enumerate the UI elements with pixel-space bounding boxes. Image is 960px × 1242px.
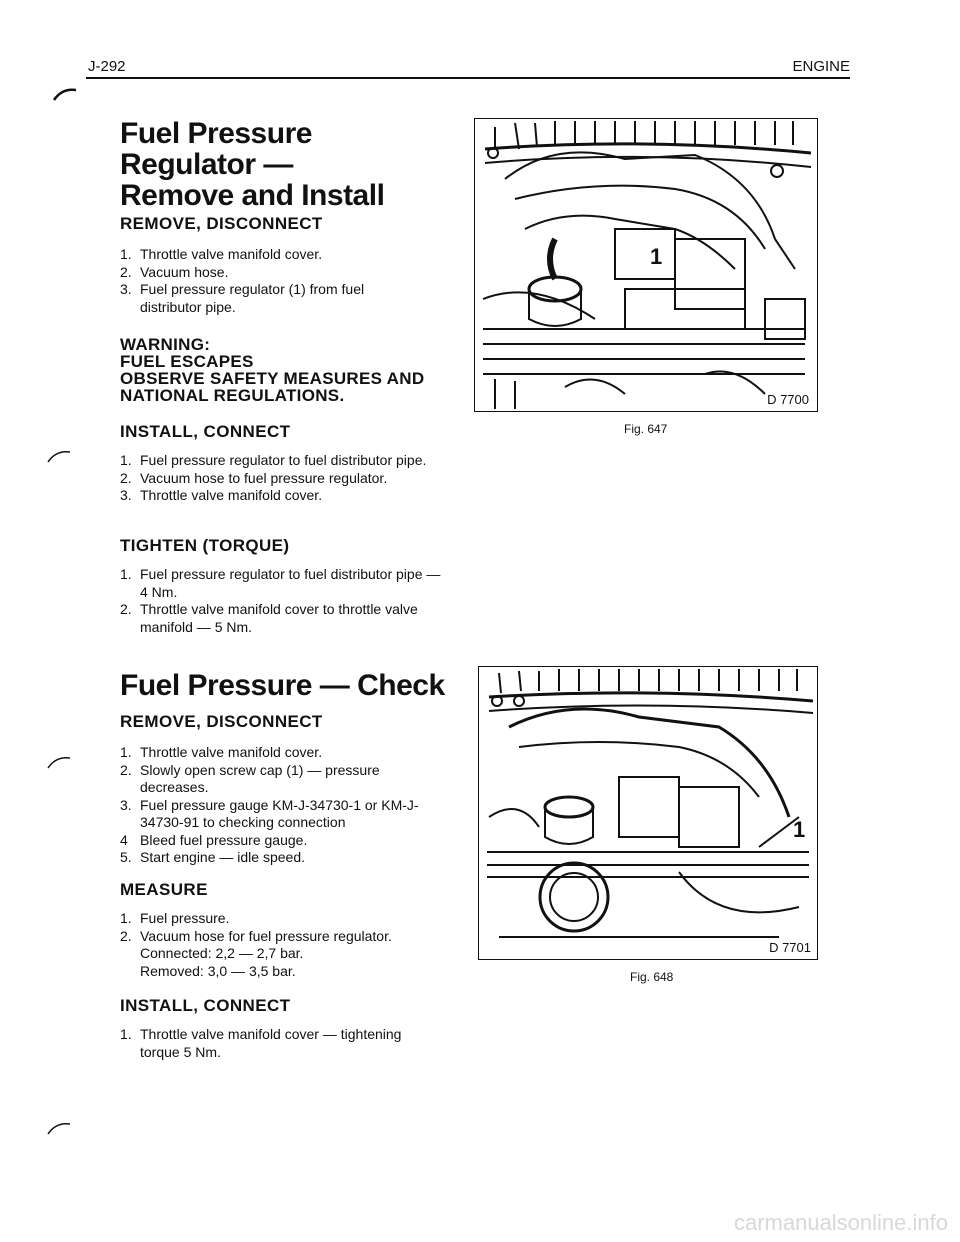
figure-647 — [474, 118, 818, 412]
engine-illustration — [479, 667, 817, 959]
figure-code: D 7701 — [769, 940, 811, 955]
figure-callout: 1 — [793, 817, 806, 842]
warning-line: OBSERVE SAFETY MEASURES AND — [120, 369, 425, 388]
remove-steps — [120, 246, 450, 316]
measure-steps — [120, 910, 450, 980]
list-item: 1. Throttle valve manifold cover. — [120, 744, 323, 760]
list-item: 1. Fuel pressure regulator to fuel distributor pipe. — [120, 452, 427, 468]
list-item: 3. Fuel pressure gauge KM-J-34730-1 or KM-J-34730-91 to checking connection — [120, 796, 419, 830]
header-rule — [86, 77, 850, 79]
warning-line: NATIONAL REGULATIONS. — [120, 386, 345, 405]
figure-648 — [478, 666, 818, 960]
engine-illustration — [475, 119, 817, 411]
warning-block — [120, 336, 450, 404]
list-item: 2. Throttle valve manifold cover to throttle valve manifold — 5 Nm. — [120, 601, 418, 635]
section-regulator — [120, 118, 450, 211]
tighten-steps — [120, 566, 450, 636]
measure-heading: MEASURE — [120, 880, 208, 899]
title-line: Remove and Install — [120, 179, 385, 212]
list-item: 2. Vacuum hose. — [120, 263, 229, 280]
margin-mark — [50, 84, 80, 104]
list-item: 2. Vacuum hose to fuel pressure regulator. — [120, 469, 388, 486]
list-item: 2. Vacuum hose for fuel pressure regulator. — [120, 927, 392, 944]
check-install-steps — [120, 1026, 450, 1061]
title-line: Regulator — — [120, 148, 293, 181]
title-line: Fuel Pressure — [120, 117, 312, 150]
list-item: 3. Throttle valve manifold cover. — [120, 487, 323, 503]
figure-caption: Fig. 647 — [624, 422, 668, 436]
check-remove-steps — [120, 744, 450, 867]
list-item: 1. Fuel pressure. — [120, 910, 230, 926]
measure-value: Connected: 2,2 — 2,7 bar. — [140, 945, 304, 961]
list-item: 1. Throttle valve manifold cover. — [120, 246, 323, 262]
margin-mark — [44, 1118, 74, 1138]
install-heading: INSTALL, CONNECT — [120, 422, 291, 441]
list-item: 5. Start engine — idle speed. — [120, 849, 305, 865]
warning-line: WARNING: — [120, 335, 211, 354]
remove-heading: REMOVE, DISCONNECT — [120, 712, 323, 731]
page-number: J-292 — [88, 58, 126, 75]
section-name: ENGINE — [792, 58, 850, 75]
section-title: Fuel Pressure — Check — [120, 669, 445, 702]
measure-value: Removed: 3,0 — 3,5 bar. — [140, 962, 296, 979]
margin-mark — [44, 446, 74, 466]
tighten-heading: TIGHTEN (TORQUE) — [120, 536, 290, 555]
list-item: 4 Bleed fuel pressure gauge. — [120, 831, 308, 848]
figure-caption: Fig. 648 — [630, 970, 674, 984]
list-item: 3. Fuel pressure regulator (1) from fuel distributor pipe. — [120, 281, 365, 315]
figure-callout: 1 — [650, 244, 663, 269]
list-item: 2. Slowly open screw cap (1) — pressure decreases. — [120, 761, 380, 795]
section-title — [120, 118, 450, 211]
margin-mark — [44, 752, 74, 772]
figure-code: D 7700 — [767, 392, 809, 407]
install-steps — [120, 452, 450, 505]
install-heading: INSTALL, CONNECT — [120, 996, 291, 1015]
remove-heading: REMOVE, DISCONNECT — [120, 214, 323, 233]
warning-line: FUEL ESCAPES — [120, 352, 254, 371]
list-item: 1. Throttle valve manifold cover — tightening torque 5 Nm. — [120, 1026, 402, 1060]
list-item: 1. Fuel pressure regulator to fuel distributor pipe — 4 Nm. — [120, 566, 441, 600]
watermark-url: carmanualsonline.info — [733, 1210, 948, 1235]
